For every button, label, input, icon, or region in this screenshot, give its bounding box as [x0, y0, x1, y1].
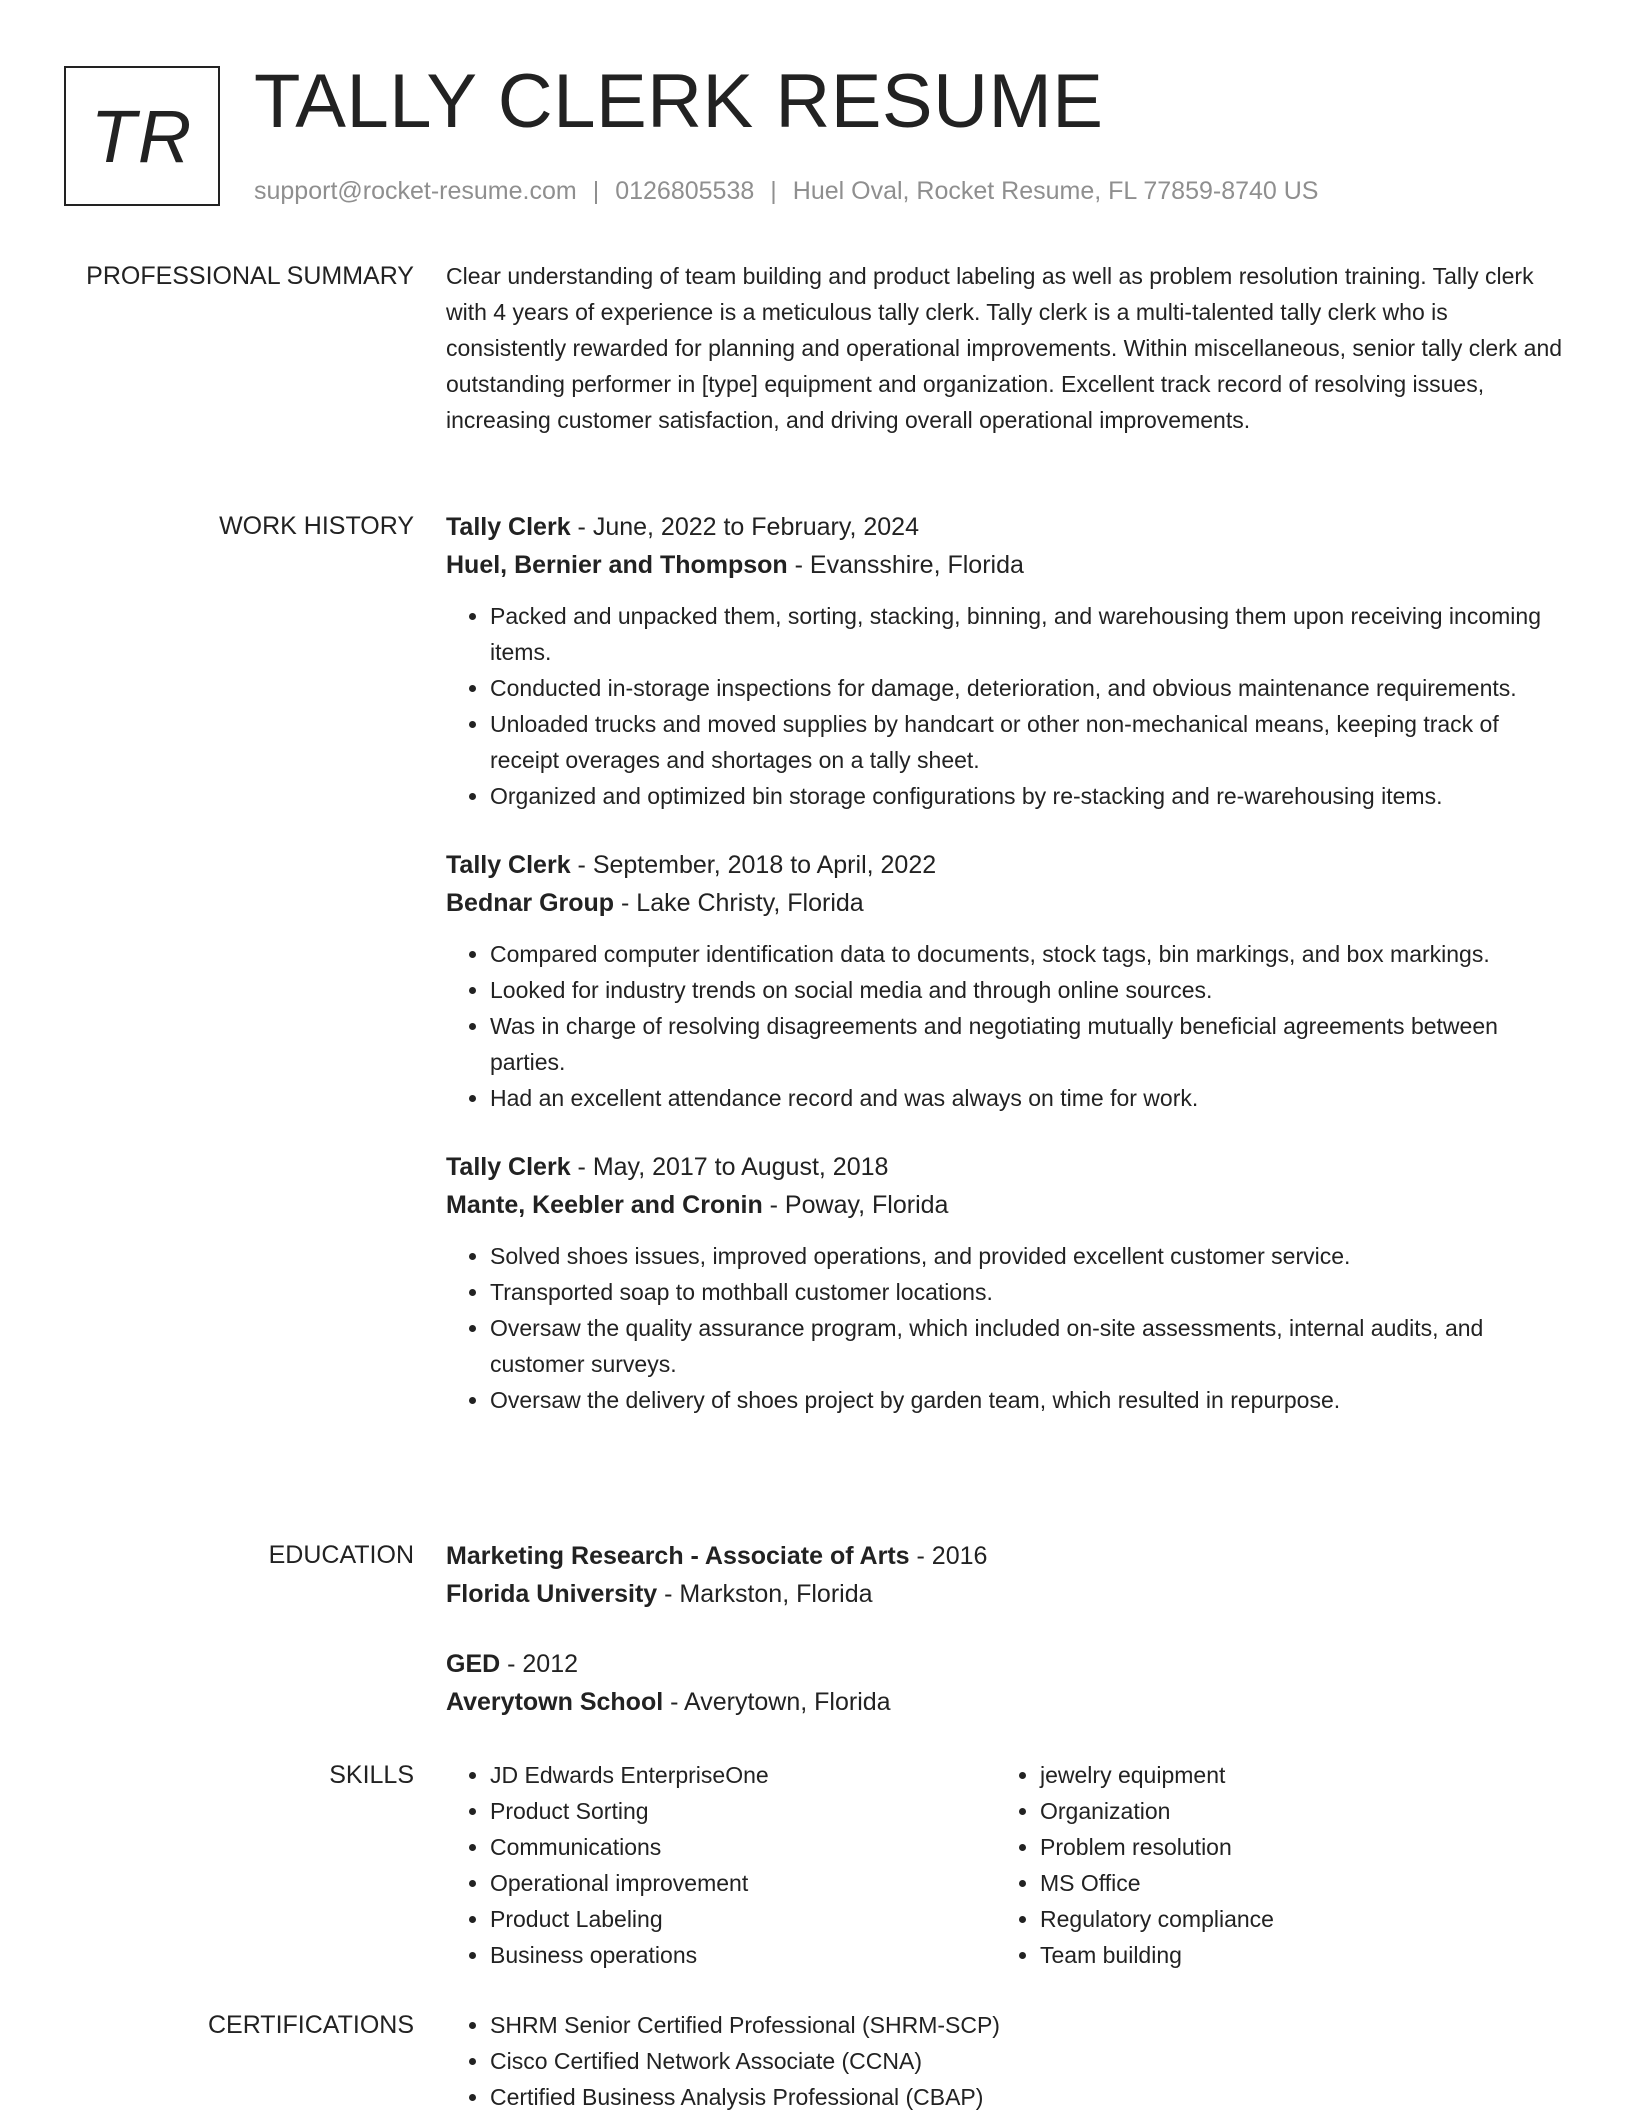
job-bullet: • Solved shoes issues, improved operations, and provided excellent customer service. [490, 1238, 1566, 1274]
skill-item: • Operational improvement [490, 1865, 996, 1901]
education-year: - 2012 [500, 1650, 579, 1678]
contact-line [254, 174, 1319, 208]
section-label-certifications: CERTIFICATIONS [207, 2011, 414, 2039]
monogram-badge [64, 66, 220, 206]
skill-item: • Product Sorting [490, 1793, 996, 1829]
section-label-summary: PROFESSIONAL SUMMARY [86, 262, 414, 290]
job-dates: - June, 2022 to February, 2024 [570, 513, 919, 541]
skill-item: • jewelry equipment [1040, 1757, 1274, 1793]
skills-columns [446, 1757, 1566, 1973]
job-location: - Lake Christy, Florida [614, 889, 864, 917]
job-company: Mante, Keebler and Cronin [446, 1191, 763, 1219]
education-degree-line [446, 1537, 1566, 1575]
contact-phone[interactable]: 0126805538 [615, 177, 755, 205]
skill-item: • Communications [490, 1829, 996, 1865]
job-bullet: • Conducted in-storage inspections for damage, deterioration, and obvious maintenance requirements. [490, 670, 1566, 706]
job-bullets [446, 598, 1566, 814]
skills-list [996, 1757, 1274, 1973]
monogram-text: TR [90, 94, 194, 178]
job-location: - Evansshire, Florida [787, 551, 1024, 579]
skills-list [446, 1757, 996, 1973]
job-company-line [446, 884, 1566, 922]
education-entry [446, 1645, 1566, 1721]
skill-item: • Organization [1040, 1793, 1274, 1829]
job-dates: - September, 2018 to April, 2022 [570, 851, 937, 879]
job-bullet: • Was in charge of resolving disagreements and negotiating mutually beneficial agreements between parties. [490, 1008, 1566, 1080]
education-degree-line [446, 1645, 1566, 1683]
job-bullet: • Transported soap to mothball customer locations. [490, 1274, 1566, 1310]
summary-text: Clear understanding of team building and product labeling as well as problem resolution training. Tally clerk with 4 years of experience is a meticulous tally clerk. Tally clerk is a multi-talented tally clerk who is consistently rewarded for planning and operational improvements. Within miscellaneous, senior tally clerk and outstanding performer in [type] equipment and organization. Excellent track record of resolving issues, increasing customer satisfaction, and driving overall operational improvements. [446, 263, 1563, 433]
job-bullet: • Unloaded trucks and moved supplies by handcart or other non-mechanical means, keeping track of receipt overages and shortages on a tally sheet. [490, 706, 1566, 778]
job-bullet: • Organized and optimized bin storage configurations by re-stacking and re-warehousing items. [490, 778, 1566, 814]
skill-item: • Regulatory compliance [1040, 1901, 1274, 1937]
job-bullet: • Had an excellent attendance record and was always on time for work. [490, 1080, 1566, 1116]
section-label-education: EDUCATION [268, 1541, 414, 1569]
contact-email[interactable]: support@rocket-resume.com [254, 177, 577, 205]
certification-item: • SHRM Senior Certified Professional (SHRM-SCP) [490, 2007, 1566, 2043]
job-title-line [446, 508, 1566, 546]
certification-item: • Cisco Certified Network Associate (CCNA) [490, 2043, 1566, 2079]
education-degree: GED [446, 1650, 501, 1678]
job-company: Bednar Group [446, 889, 615, 917]
skills-column-1 [446, 1757, 996, 1973]
job-bullets [446, 936, 1566, 1116]
job-bullet: • Looked for industry trends on social media and through online sources. [490, 972, 1566, 1008]
education-entry [446, 1537, 1566, 1613]
job-title: Tally Clerk [446, 851, 571, 879]
education-school: Averytown School [446, 1688, 664, 1716]
education-year: - 2016 [909, 1542, 988, 1570]
skill-item: • MS Office [1040, 1865, 1274, 1901]
job-bullet: • Compared computer identification data to documents, stock tags, bin markings, and box markings. [490, 936, 1566, 972]
education-school-line [446, 1575, 1566, 1613]
contact-separator: | [592, 177, 600, 205]
education-location: - Averytown, Florida [663, 1688, 891, 1716]
job-company: Huel, Bernier and Thompson [446, 551, 788, 579]
job-company-line [446, 546, 1566, 584]
job-title: Tally Clerk [446, 1153, 571, 1181]
resume-title: TALLY CLERK RESUME [254, 59, 1104, 144]
job-dates: - May, 2017 to August, 2018 [570, 1153, 889, 1181]
contact-address: Huel Oval, Rocket Resume, FL 77859-8740 US [792, 177, 1319, 205]
skill-item: • Product Labeling [490, 1901, 996, 1937]
job-location: - Poway, Florida [762, 1191, 949, 1219]
contact-separator: | [770, 177, 777, 205]
skill-item: • JD Edwards EnterpriseOne [490, 1757, 996, 1793]
job-title-line [446, 1148, 1566, 1186]
education-school: Florida University [446, 1580, 658, 1608]
certifications-list [446, 2007, 1566, 2115]
job-bullets [446, 1238, 1566, 1418]
job-entry [446, 1148, 1566, 1418]
section-label-work: WORK HISTORY [219, 512, 414, 540]
job-entry [446, 846, 1566, 1116]
job-title-line [446, 846, 1566, 884]
education-degree: Marketing Research - Associate of Arts [446, 1542, 910, 1570]
skill-item: • Team building [1040, 1937, 1274, 1973]
education-location: - Markston, Florida [657, 1580, 873, 1608]
skill-item: • Business operations [490, 1937, 996, 1973]
job-bullet: • Oversaw the quality assurance program, which included on-site assessments, internal audits, and customer surveys. [490, 1310, 1566, 1382]
job-bullet: • Oversaw the delivery of shoes project by garden team, which resulted in repurpose. [490, 1382, 1566, 1418]
job-company-line [446, 1186, 1566, 1224]
job-entry [446, 508, 1566, 814]
job-title: Tally Clerk [446, 513, 571, 541]
skills-column-2 [996, 1757, 1274, 1973]
education-school-line [446, 1683, 1566, 1721]
certification-item: • Certified Business Analysis Professional (CBAP) [490, 2079, 1566, 2115]
skill-item: • Problem resolution [1040, 1829, 1274, 1865]
job-bullet: • Packed and unpacked them, sorting, stacking, binning, and warehousing them upon receiving incoming items. [490, 598, 1566, 670]
section-label-skills: SKILLS [329, 1761, 414, 1789]
